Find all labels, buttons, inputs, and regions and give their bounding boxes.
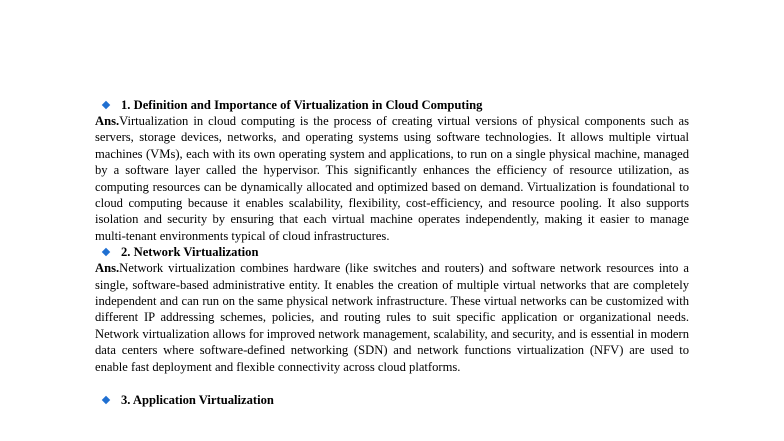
section-body-2	[95, 260, 689, 375]
section-title-3: 3. Application Virtualization	[121, 393, 274, 408]
section-title-1: 1. Definition and Importance of Virtualization in Cloud Computing	[121, 98, 483, 112]
diamond-bullet-icon	[102, 101, 110, 109]
section-title-2: 2. Network Virtualization	[121, 245, 259, 260]
diamond-bullet-icon	[102, 248, 110, 256]
section-heading-1	[95, 97, 689, 113]
section-body-1	[95, 113, 689, 244]
section-text-2: Network virtualization combines hardware (like switches and routers) and software network resources into a single, software-based administrative entity. It enables the creation of multiple virtual networks that are completely independent and can run on the same physical network infrastructure. These virtual networks can be customized with different IP addressing schemes, policies, and routing rules to suit specific application or organizational needs. Network virtualization allows for improved network management, scalability, and security, and is essential in modern data centers where software-defined networking (SDN) and network functions virtualization (NFV) are used to enable fast deployment and flexible connectivity across cloud platforms.	[95, 261, 689, 374]
section-gap	[95, 375, 689, 392]
section-heading-3	[95, 392, 689, 408]
section-heading-2	[95, 244, 689, 260]
ans-label-1: Ans.	[95, 114, 120, 128]
section-text-1: Virtualization in cloud computing is the process of creating virtual versions of physical components such as servers, storage devices, networks, and operating systems using software technologies. It allows multiple virtual machines (VMs), each with its own operating system and applications, to run on a single physical machine, managed by a software layer called the hypervisor. This significantly enhances the efficiency of resource utilization, as computing resources can be dynamically allocated and optimized based on demand. Virtualization is foundational to cloud computing because it enables scalability, flexibility, cost-efficiency, and resource pooling. It also supports isolation and security by ensuring that each virtual machine operates independently, making it easier to manage multi-tenant environments typical of cloud infrastructures.	[95, 114, 689, 243]
ans-label-2: Ans.	[95, 261, 120, 276]
document-page	[95, 97, 689, 408]
diamond-bullet-icon	[102, 396, 110, 404]
